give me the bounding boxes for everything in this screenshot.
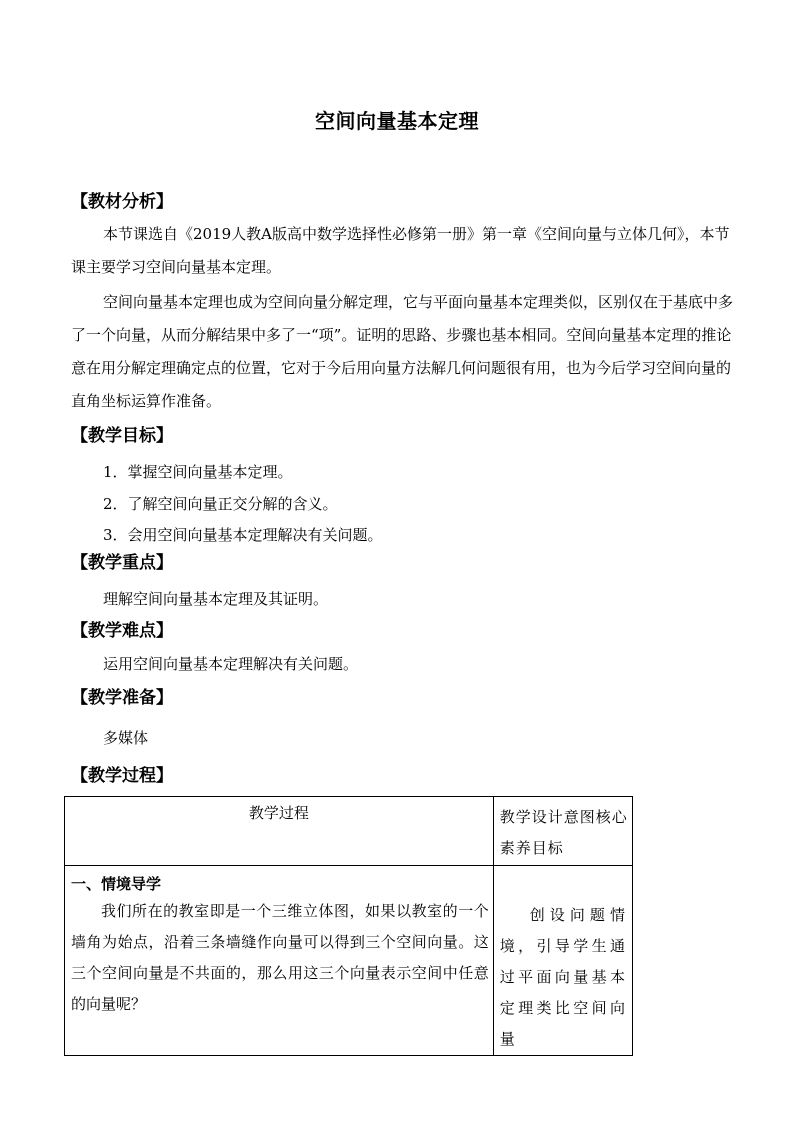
- heading-teaching-goals: 【教学目标】: [71, 426, 173, 446]
- heading-material-analysis: 【教材分析】: [71, 192, 173, 212]
- table-cell-process: [65, 866, 494, 1056]
- teaching-process-table: [64, 796, 633, 1056]
- process-section-title: 一、情境导学: [71, 875, 162, 893]
- table-header-intent: 教学设计意图核心素养目标: [493, 797, 632, 866]
- key-points-text: 理解空间向量基本定理及其证明。: [103, 590, 329, 608]
- page-title: 空间向量基本定理: [315, 109, 479, 133]
- table-cell-intent: 创设问题情境，引导学生通过平面向量基本定理类比空间向量: [493, 866, 632, 1056]
- goal-item-3: 3．会用空间向量基本定理解决有关问题。: [103, 526, 383, 544]
- table-row: [65, 866, 633, 1056]
- table-header-row: [65, 797, 633, 866]
- heading-difficulties: 【教学难点】: [71, 621, 173, 641]
- difficulties-text: 运用空间向量基本定理解决有关问题。: [103, 655, 359, 673]
- goal-item-1: 1．掌握空间向量基本定理。: [103, 463, 293, 481]
- table-header-process: 教学过程: [65, 797, 494, 866]
- heading-key-points: 【教学重点】: [71, 553, 173, 573]
- heading-preparation: 【教学准备】: [71, 688, 173, 708]
- process-section-text: 我们所在的教室即是一个三维立体图，如果以教室的一个墙角为始点，沿着三条墙缝作向量可以得到三个空间向量。这三个空间向量是不共面的，那么用这三个向量表示空间中任意的向量呢？: [71, 902, 489, 1013]
- analysis-paragraph-2: 空间向量基本定理也成为空间向量分解定理，它与平面向量基本定理类似，区别仅在于基底中多了一个向量，从而分解结果中多了一“项”。证明的思路、步骤也基本相同。空间向量基本定理的推论意在用分解定理确定点的位置，它对于今后用向量方法解几何问题很有用，也为今后学习空间向量的直角坐标运算作准备。: [71, 293, 734, 410]
- analysis-paragraph-1: 本节课选自《2019人教A版高中数学选择性必修第一册》第一章《空间向量与立体几何》，本节课主要学习空间向量基本定理。: [71, 225, 730, 276]
- heading-teaching-process: 【教学过程】: [71, 766, 173, 786]
- preparation-text: 多媒体: [103, 729, 149, 747]
- goal-item-2: 2．了解空间向量正交分解的含义。: [103, 495, 338, 513]
